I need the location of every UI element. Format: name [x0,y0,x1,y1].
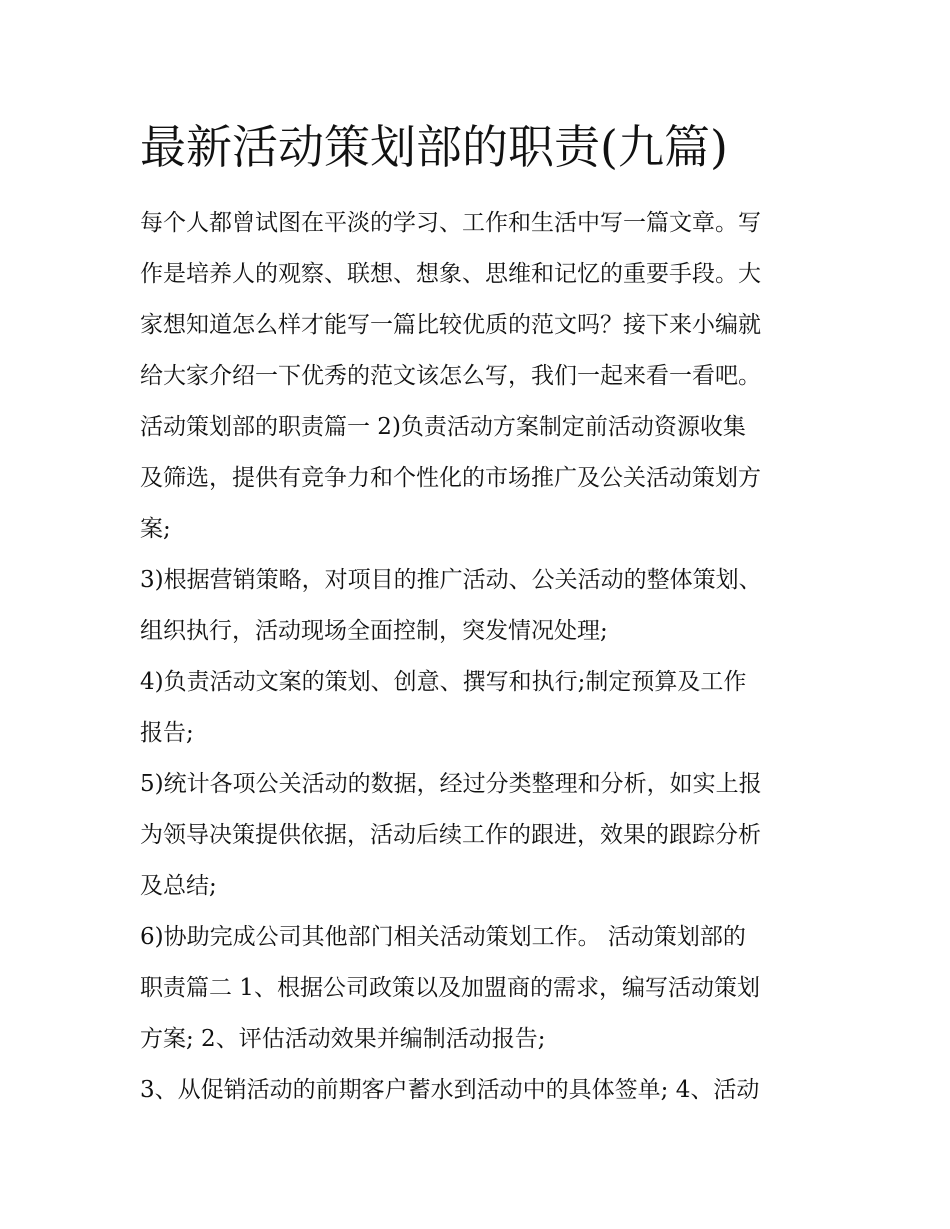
body-line: 4)负责活动文案的策划、创意、撰写和执行;制定预算及工作 [140,669,747,695]
body-line: 3、从促销活动的前期客户蓄水到活动中的具体签单; 4、活动 [140,1077,760,1103]
body-line: 组织执行，活动现场全面控制，突发情况处理; [140,618,608,644]
body-line: 给大家介绍一下优秀的范文该怎么写，我们一起来看一看吧。 [140,363,761,389]
body-line: 每个人都曾试图在平淡的学习、工作和生活中写一篇文章。写 [140,210,761,236]
body-line: 及筛选，提供有竞争力和个性化的市场推广及公关活动策划方 [140,465,761,491]
body-line: 活动策划部的职责篇一 2)负责活动方案制定前活动资源收集 [140,414,746,440]
body-line: 3)根据营销策略，对项目的推广活动、公关活动的整体策划、 [140,567,762,593]
body-line: 职责篇二 1、根据公司政策以及加盟商的需求，编写活动策划 [140,975,760,1001]
body-line: 5)统计各项公关活动的数据，经过分类整理和分析，如实上报 [140,771,762,797]
body-line: 方案; 2、评估活动效果并编制活动报告; [140,1026,546,1052]
body-line: 为领导决策提供依据，活动后续工作的跟进，效果的跟踪分析 [140,822,761,848]
body-line: 6)协助完成公司其他部门相关活动策划工作。 活动策划部的 [140,924,746,950]
body-line: 家想知道怎么样才能写一篇比较优质的范文吗？接下来小编就 [140,312,761,338]
document-title: 最新活动策划部的职责(九篇) [140,120,728,174]
document-body [140,198,820,1116]
body-line: 案; [140,516,171,542]
body-line: 及总结; [140,873,217,899]
body-line: 作是培养人的观察、联想、想象、思维和记忆的重要手段。大 [140,261,761,287]
body-line: 报告; [140,720,194,746]
